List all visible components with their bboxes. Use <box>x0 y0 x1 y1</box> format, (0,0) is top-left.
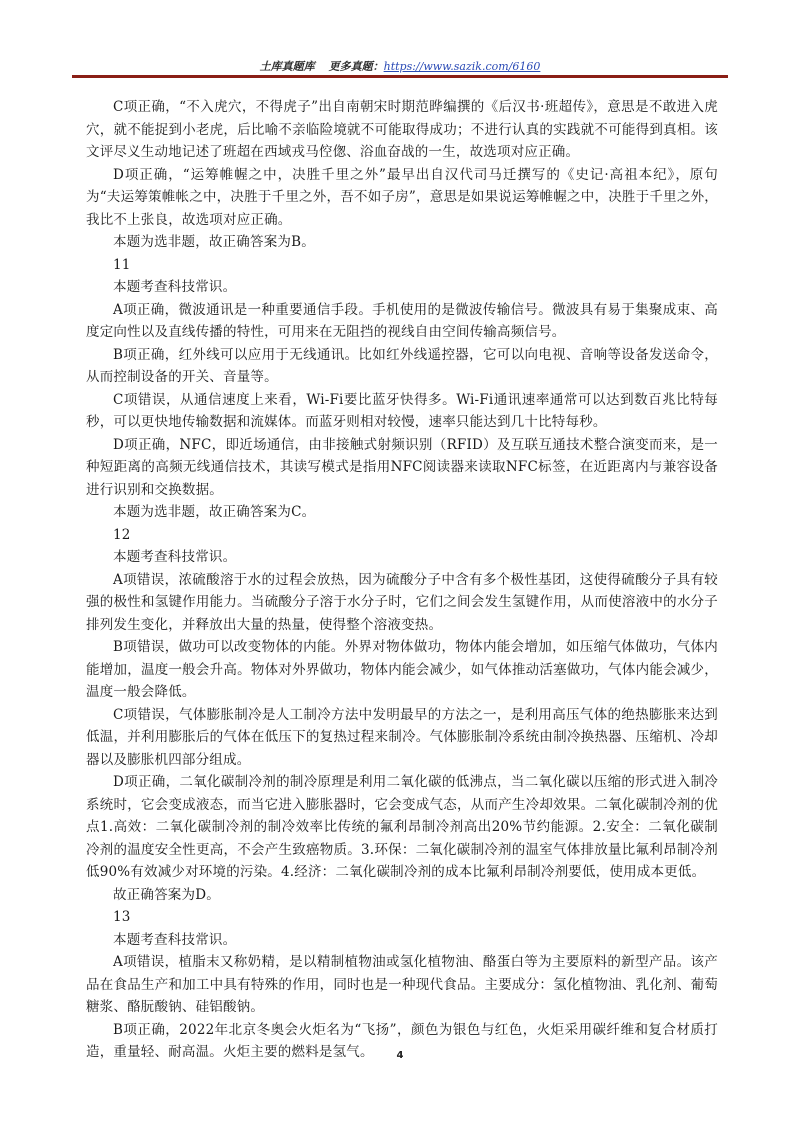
paragraph: 本题考查科技常识。 <box>113 549 237 565</box>
header-divider <box>72 75 728 78</box>
paragraph: C项错误，从通信速度上来看，Wi-Fi要比蓝牙快得多。Wi-Fi通讯速率通常可以达到数百兆比特每秒，可以更快地传输数据和流媒体。而蓝牙则相对较慢，速率只能达到几十比特每秒。 <box>86 391 718 430</box>
question-number: 11 <box>113 256 131 273</box>
more-questions-label: 更多真题： <box>328 60 384 73</box>
document-body <box>86 96 718 1064</box>
header-text <box>72 58 728 74</box>
paragraph: D项正确，NFC，即近场通信，由非接触式射频识别（RFID）及互联互通技术整合演变而来，是一种短距离的高频无线通信技术，其读写模式是指用NFC阅读器来读取NFC标签，在近距离内与兼容设备进行识别和交换数据。 <box>86 436 718 498</box>
paragraph: A项正确，微波通讯是一种重要通信手段。手机使用的是微波传输信号。微波具有易于集聚成束、高度定向性以及直线传播的特性，可用来在无阻挡的视线自由空间传输高频信号。 <box>86 301 718 340</box>
paragraph: D项正确，“运筹帷幄之中，决胜千里之外”最早出自汉代司马迁撰写的《史记·高祖本纪》，原句为“夫运筹策帷帐之中，决胜于千里之外，吾不如子房”，意思是如果说运筹帷幄之中，决胜于千里之外，我比不上张良，故选项对应正确。 <box>86 166 718 228</box>
question-number: 13 <box>113 909 131 925</box>
paragraph: B项正确，红外线可以应用于无线通讯。比如红外线遥控器，它可以向电视、音响等设备发送命令，从而控制设备的开关、音量等。 <box>86 346 718 385</box>
paragraph: D项正确，二氧化碳制冷剂的制冷原理是利用二氧化碳的低沸点，当二氧化碳以压缩的形式进入制冷系统时，它会变成液态，而当它进入膨胀器时，它会变成气态，从而产生冷却效果。二氧化碳制冷剂的优点1.高效：二氧化碳制冷剂的制冷效率比传统的氟利昂制冷剂高出20%节约能源。2.安全：二氧化碳制冷剂的温度安全性更高，不会产生致癌物质。3.环保：二氧化碳制冷剂的温室气体排放量比氟利昂制冷剂低90%有效减少对环境的污染。4.经济：二氧化碳制冷剂的成本比氟利昂制冷剂要低，使用成本更低。 <box>86 774 718 880</box>
paragraph: 故正确答案为D。 <box>113 886 220 903</box>
question-number: 12 <box>113 526 131 543</box>
paragraph: C项错误，气体膨胀制冷是人工制冷方法中发明最早的方法之一，是利用高压气体的绝热膨胀来达到低温，并利用膨胀后的气体在低压下的复热过程来制冷。气体膨胀制冷系统由制冷换热器、压缩机、冷却器以及膨胀机四部分组成。 <box>86 706 718 768</box>
paragraph: 本题考查科技常识。 <box>113 279 237 295</box>
page-header <box>72 0 728 78</box>
paragraph: 本题为选非题，故正确答案为C。 <box>113 504 316 520</box>
paragraph: 本题考查科技常识。 <box>113 931 237 948</box>
paragraph: C项正确，“不入虎穴，不得虎子”出自南朝宋时期范晔编撰的《后汉书·班超传》，意思是不敢进入虎穴，就不能捉到小老虎，后比喻不亲临险境就不可能取得成功；不进行认真的实践就不可能得到真相。该文评尽义生动地记述了班超在西域戎马倥偬、浴血奋战的一生，故选项对应正确。 <box>86 99 718 160</box>
paragraph: A项错误，植脂末又称奶精，是以精制植物油或氢化植物油、酪蛋白等为主要原料的新型产品。该产品在食品生产和加工中具有特殊的作用，同时也是一种现代食品。主要成分：氢化植物油、乳化剂、葡萄糖浆、酪朊酸钠、硅铝酸钠。 <box>86 954 718 1015</box>
paragraph: B项错误，做功可以改变物体的内能。外界对物体做功，物体内能会增加，如压缩气体做功，气体内能增加，温度一般会升高。物体对外界做功，物体内能会减少，如气体推动活塞做功，气体内能会减少，温度一般会降低。 <box>86 639 718 700</box>
page-number: 4 <box>396 1050 404 1061</box>
paragraph: B项正确，2022年北京冬奥会火炬名为“飞扬”，颜色为银色与红色，火炬采用碳纤维和复合材质打造，重量轻、耐高温。火炬主要的燃料是氢气。 <box>86 1021 718 1060</box>
paragraph: A项错误，浓硫酸溶于水的过程会放热，因为硫酸分子中含有多个极性基团，这使得硫酸分子具有较强的极性和氢键作用能力。当硫酸分子溶于水分子时，它们之间会发生氢键作用，从而使溶液中的水分子排列发生变化，并释放出大量的热量，使得整个溶液变热。 <box>86 571 718 633</box>
paragraph: 本题为选非题，故正确答案为B。 <box>113 234 315 250</box>
site-name: 土库真题库 <box>259 60 315 73</box>
header-link[interactable]: https://www.sazik.com/6160 <box>383 60 541 73</box>
